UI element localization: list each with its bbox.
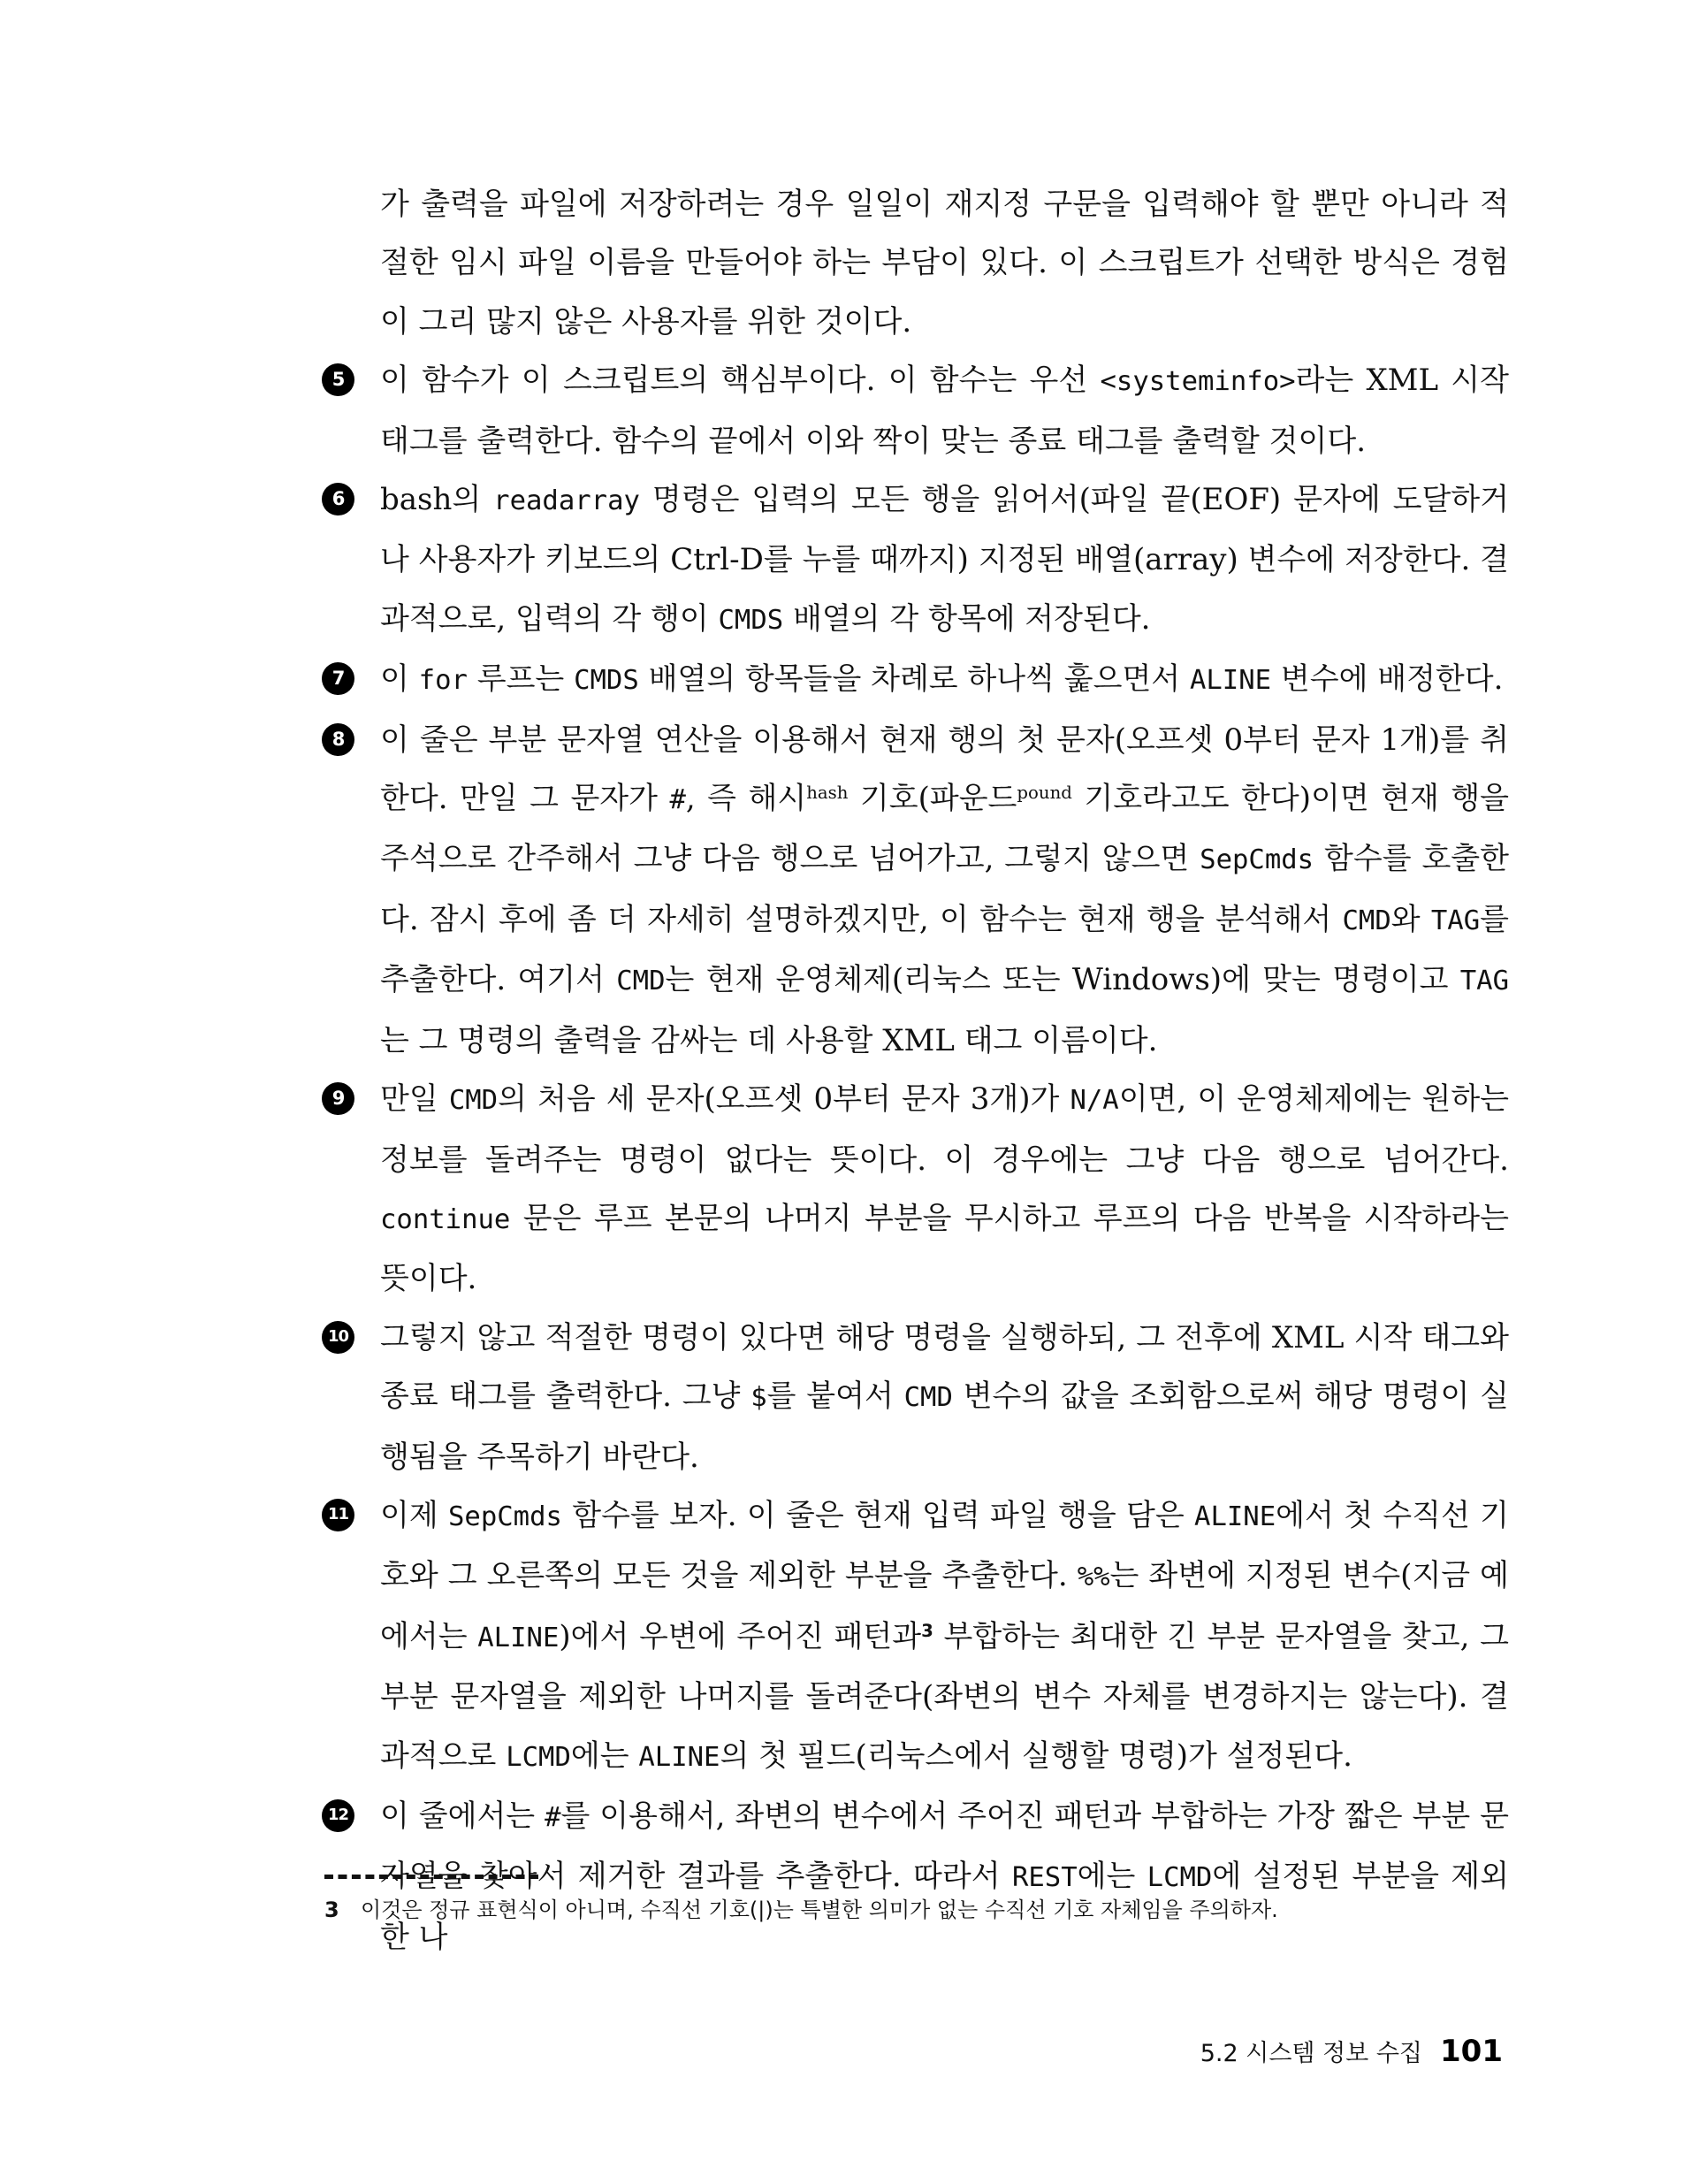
text-run: 라는 XML 시작 태그를 출력한다. 함수의 끝에서 이와 짝이 맞는 종료 태그를 출력할 것이다. (380, 363, 1509, 459)
footer-page-number: 101 (1440, 2034, 1503, 2069)
footnote (324, 1894, 1513, 1926)
inline-code: CMDS (574, 665, 639, 697)
text-run: 의 첫 필드(리눅스에서 실행할 명령)가 설정된다. (720, 1737, 1352, 1774)
text-run: 그렇지 않고 적절한 명령이 있다면 해당 명령을 실행하되, 그 전후에 XML 시작 태그와 종료 태그를 출력한다. 그냥 (380, 1319, 1509, 1415)
text-run: 변수의 값을 조회함으로써 해당 명령이 실행됨을 주목하기 바란다. (380, 1378, 1509, 1475)
footer-section-title: 5.2 시스템 정보 수집 (1200, 2040, 1423, 2067)
inline-code: CMD (1342, 905, 1391, 936)
text-run: 는 그 명령의 출력을 감싸는 데 사용할 XML 태그 이름이다. (380, 1022, 1158, 1058)
inline-code: ALINE (638, 1741, 720, 1773)
footnote-text: 이것은 정규 표현식이 아니며, 수직선 기호(|)는 특별한 의미가 없는 수직선 기호 자체임을 주의하자. (361, 1898, 1278, 1922)
inline-code: CMD (616, 966, 666, 997)
inline-code: REST (1011, 1862, 1078, 1894)
text-run: 가 출력을 파일에 저장하려는 경우 일일이 재지정 구문을 입력해야 할 뿐만 아니라 적절한 임시 파일 이름을 만들어야 하는 부담이 있다. 이 스크립트가 선택한 방식은 경험이 그리 많지 않은 사용자를 위한 것이다. (380, 187, 1509, 340)
text-run: 에는 (570, 1737, 639, 1774)
text-run: 에 설정된 부분을 제외한 나 (380, 1859, 1509, 1955)
text-run: 기호라고도 한다)이면 현재 행을 주석으로 간주해서 그냥 다음 행으로 넘어가고, 그렇지 않으면 (380, 781, 1510, 877)
text-run: )에서 우변에 주어진 패턴과 (559, 1618, 922, 1654)
text-run: 배열의 각 항목에 저장된다. (783, 600, 1151, 637)
text-run: 와 (1390, 901, 1431, 937)
item-number-badge: 7 (322, 662, 354, 695)
footnote-number: 3 (324, 1898, 339, 1922)
inline-code: SepCmds (448, 1501, 562, 1532)
text-run: 이 함수가 이 스크립트의 핵심부이다. 이 함수는 우선 (380, 363, 1101, 399)
text-run: 명령은 입력의 모든 행을 읽어서(파일 끝(EOF) 문자에 도달하거나 사용자가 키보드의 Ctrl-D를 누를 때까지) 지정된 배열(array) 변수에 저장한다. 결과적으로, 입력의 각 행이 (380, 482, 1509, 637)
superscript-text: pound (1017, 783, 1072, 804)
item-number-badge: 9 (322, 1082, 354, 1115)
list-item-12 (327, 1787, 1510, 1966)
text-run: 는 좌변에 지정된 변수(지금 예에서는 (380, 1558, 1509, 1654)
list-item-11 (327, 1486, 1510, 1787)
inline-code: ALINE (1189, 665, 1272, 697)
item-number-badge: 10 (322, 1321, 354, 1354)
text-run: 함수를 보자. 이 줄은 현재 입력 파일 행을 담은 (561, 1497, 1195, 1533)
list-item-5 (331, 351, 1509, 470)
text-run: 이 (380, 661, 419, 698)
inline-code: continue (380, 1203, 511, 1235)
text-run: 부합하는 최대한 긴 부분 문자열을 찾고, 그 부분 문자열을 제외한 나머지를 돌려준다(좌변의 변수 자체를 변경하지는 않는다). 결과적으로 (380, 1618, 1510, 1774)
inline-code: $ (750, 1382, 767, 1414)
text-run: 이 줄은 부분 문자열 연산을 이용해서 현재 행의 첫 문자(오프셋 0부터 문자 1개)를 취한다. 만일 그 문자가 (380, 722, 1509, 817)
text-run: , 즉 해시 (685, 781, 807, 817)
inline-code: # (545, 1801, 561, 1833)
list-item-8 (331, 711, 1510, 1070)
text-run: 이제 (380, 1497, 448, 1533)
text-run: 이면, 이 운영체제에는 원하는 정보를 돌려주는 명령이 없다는 뜻이다. 이 경우에는 그냥 다음 행으로 넘어간다. (380, 1081, 1510, 1178)
inline-code: <systeminfo> (1100, 366, 1296, 398)
text-run: bash의 (380, 482, 494, 518)
inline-code: LCMD (506, 1741, 571, 1773)
inline-code: TAG (1459, 966, 1509, 997)
inline-code: readarray (493, 485, 640, 517)
text-run: 기호(파운드 (848, 781, 1017, 817)
inline-code: CMD (903, 1382, 953, 1414)
list-item-10 (327, 1309, 1509, 1486)
text-run: 에서 첫 수직선 기호와 그 오른쪽의 모든 것을 제외한 부분을 추출한다. (380, 1497, 1509, 1594)
item-number-badge: 6 (322, 483, 354, 515)
inline-code: CMDS (718, 604, 784, 636)
item-number-badge: 5 (322, 363, 354, 396)
text-run: 문은 루프 본문의 나머지 부분을 무시하고 루프의 다음 반복을 시작하라는 뜻이다. (380, 1200, 1509, 1297)
text-run: 만일 (380, 1081, 449, 1118)
inline-code: TAG (1430, 905, 1481, 936)
text-run: 는 현재 운영체제(리눅스 또는 Windows)에 맞는 명령이고 (665, 962, 1460, 998)
text-run: 루프는 (467, 661, 575, 698)
list-item-6 (331, 470, 1509, 650)
inline-code: # (669, 784, 686, 816)
item-number-badge: 8 (322, 723, 354, 756)
list-item-9 (331, 1070, 1510, 1309)
footnote-separator (324, 1875, 538, 1879)
text-run: 함수를 호출한다. 잠시 후에 좀 더 자세히 설명하겠지만, 이 함수는 현재 행을 분석해서 (380, 841, 1509, 937)
text-run: 에는 (1077, 1859, 1147, 1895)
text-run: 를 붙여서 (766, 1378, 904, 1415)
inline-code: CMD (448, 1085, 499, 1117)
page-footer (1200, 2034, 1503, 2069)
text-run: 변수에 배정한다. (1271, 661, 1504, 698)
text-run: 를 추출한다. 여기서 (380, 901, 1510, 998)
text-run: 를 이용해서, 좌변의 변수에서 주어진 패턴과 부합하는 가장 짧은 부분 문자열을 찾아서 제거한 결과를 추출한다. 따라서 (380, 1798, 1510, 1895)
items (327, 175, 1510, 1966)
inline-code: %% (1077, 1562, 1110, 1593)
inline-code: ALINE (1194, 1501, 1276, 1532)
item-number-badge: 11 (322, 1499, 354, 1531)
item-number-badge: 12 (322, 1799, 354, 1832)
inline-code: ALINE (477, 1622, 560, 1653)
text-run: 의 처음 세 문자(오프셋 0부터 문자 3개)가 (498, 1081, 1070, 1118)
superscript-text: 3 (921, 1620, 933, 1641)
continuation-paragraph (380, 175, 1509, 351)
inline-code: for (418, 665, 468, 697)
inline-code: LCMD (1147, 1862, 1213, 1894)
list-item-7 (331, 650, 1509, 710)
inline-code: N/A (1070, 1085, 1119, 1117)
inline-code: SepCmds (1200, 844, 1314, 876)
text-run: 배열의 항목들을 차례로 하나씩 훑으면서 (638, 661, 1190, 698)
superscript-text: hash (806, 783, 849, 804)
text-run: 이 줄에서는 (380, 1798, 545, 1834)
